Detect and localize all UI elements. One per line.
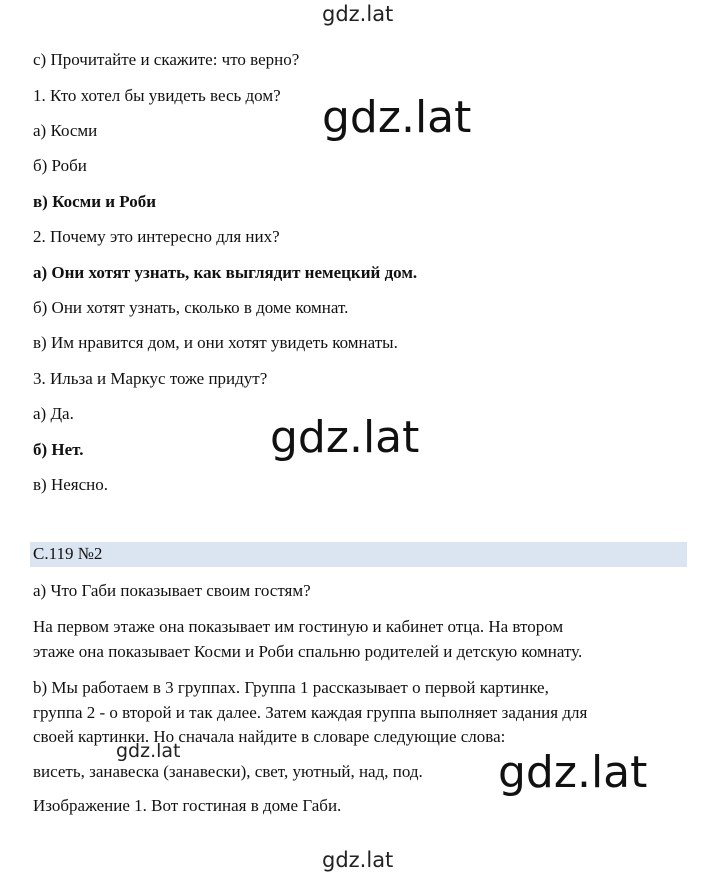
q2-option-b: б) Они хотят узнать, сколько в доме комнат.	[33, 298, 349, 317]
watermark-big-3: gdz.lat	[498, 747, 648, 798]
q3-option-a: а) Да.	[33, 404, 74, 423]
part-b-line3: своей картинки. Но сначала найдите в словаре следующие слова:	[33, 727, 506, 746]
part-c-heading: c) Прочитайте и скажите: что верно?	[33, 50, 300, 69]
section-title: С.119 №2	[33, 544, 103, 563]
section-header	[30, 542, 687, 567]
q3-question: 3. Ильза и Маркус тоже придут?	[33, 369, 268, 388]
q3-option-c: в) Неясно.	[33, 475, 108, 494]
part-b-line5: Изображение 1. Вот гостиная в доме Габи.	[33, 796, 342, 815]
part-a-answer-line1: На первом этаже она показывает им гостиную и кабинет отца. На втором	[33, 617, 564, 636]
q2-option-c: в) Им нравится дом, и они хотят увидеть комнаты.	[33, 333, 398, 352]
part-b-line2: группа 2 - о второй и так далее. Затем каждая группа выполняет задания для	[33, 703, 588, 722]
part-a-answer-line2: этаже она показывает Косми и Роби спальню родителей и детскую комнату.	[33, 642, 583, 661]
watermark-big-2: gdz.lat	[270, 412, 420, 463]
q1-option-c-correct: в) Косми и Роби	[33, 192, 157, 211]
q3-option-b-correct: б) Нет.	[33, 440, 84, 459]
q2-question: 2. Почему это интересно для них?	[33, 227, 280, 246]
watermark-bottom: gdz.lat	[322, 848, 394, 872]
watermark-big-1: gdz.lat	[322, 92, 472, 143]
q2-option-a-correct: а) Они хотят узнать, как выглядит немецкий дом.	[33, 263, 418, 282]
q1-question: 1. Кто хотел бы увидеть весь дом?	[33, 86, 281, 105]
part-a-question: а) Что Габи показывает своим гостям?	[33, 581, 311, 600]
q1-option-a: а) Косми	[33, 121, 98, 140]
q1-option-b: б) Роби	[33, 156, 87, 175]
part-b-line1: b) Мы работаем в 3 группах. Группа 1 рассказывает о первой картинке,	[33, 678, 549, 697]
watermark-small: gdz.lat	[116, 740, 181, 762]
part-b-line4: висеть, занавеска (занавески), свет, уютный, над, под.	[33, 762, 423, 781]
watermark-top: gdz.lat	[322, 2, 394, 26]
